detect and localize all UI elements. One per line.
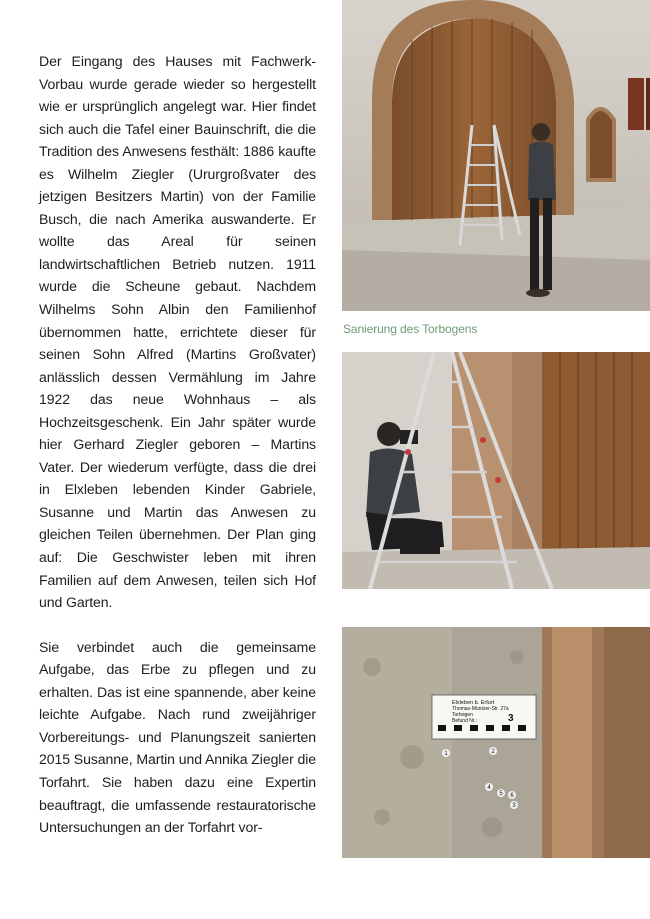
photo-finding-detail bbox=[342, 627, 650, 858]
marker-3: 3 bbox=[512, 803, 516, 809]
marker-6: 6 bbox=[510, 793, 514, 799]
marker-5: 5 bbox=[499, 791, 503, 797]
paragraph-2: Sie verbindet auch die gemeinsame Aufgabe, das Erbe zu pflegen und zu erhalten. Das ist eine spannende, aber keine leichte Aufgabe. Nach rund zweijähriger Vorbereitungs- und Planungszeit sanierten 2015 Susanne, Martin und Annika Ziegler die Torfahrt. Sie haben dazu eine Expertin beauftragt, die umfassende restauratorische Untersuchungen an der Torfahrt vor- bbox=[39, 638, 316, 836]
finding-sign-line3: Torbogen bbox=[452, 712, 473, 718]
photo-gate-overview bbox=[342, 0, 650, 311]
marker-4: 4 bbox=[487, 785, 491, 791]
photo-caption: Sanierung des Torbogens bbox=[343, 322, 478, 336]
finding-sign-line1: Elxleben b. Erfurt bbox=[452, 700, 495, 706]
marker-2: 2 bbox=[491, 749, 495, 755]
article-text bbox=[39, 50, 316, 839]
photo-restorer-at-work bbox=[342, 352, 650, 589]
finding-sign-line2: Thomas-Müntzer-Str. 27a bbox=[452, 706, 509, 712]
marker-1: 1 bbox=[444, 751, 448, 757]
finding-sign-number: 3 bbox=[508, 713, 514, 724]
finding-sign-line4: Befund Nr.: bbox=[452, 718, 478, 724]
paragraph-1: Der Eingang des Hauses mit Fachwerk-Vorbau wurde gerade wieder so hergestellt wie er ursprünglich angelegt war. Hier findet sich auch die Tafel einer Bauinschrift, die die Tradition des Anwesens festhält: 1886 kaufte es Wilhelm Ziegler (Ururgroßvater des jetzigen Besitzers Martin) von der Familie Busch, die nach Amerika auswanderte. Er wollte das Areal für seinen landwirtschaftlichen Betrieb nutzen. 1911 wurde die Scheune gebaut. Nachdem Wilhelms Sohn Albin den Familienhof übernommen hatte, errichtete dieser für seinen Sohn Alfred (Martins Großvater) anlässlich dessen Vermählung im Jahre 1922 das neue Wohnhaus – als Hochzeitsgeschenk. Ein Jahr später wurde hier Gerhard Ziegler geboren – Martins Vater. Der wiederum verfügte, dass die drei in Elxleben lebenden Kinder Gabriele, Susanne und Martin das Anwesen zu gleichen Teilen übernehmen. Der Plan ging auf: Die Geschwister leben mit ihren Familien auf dem Anwesen, teilen sich Hof und Garten. bbox=[39, 53, 316, 611]
